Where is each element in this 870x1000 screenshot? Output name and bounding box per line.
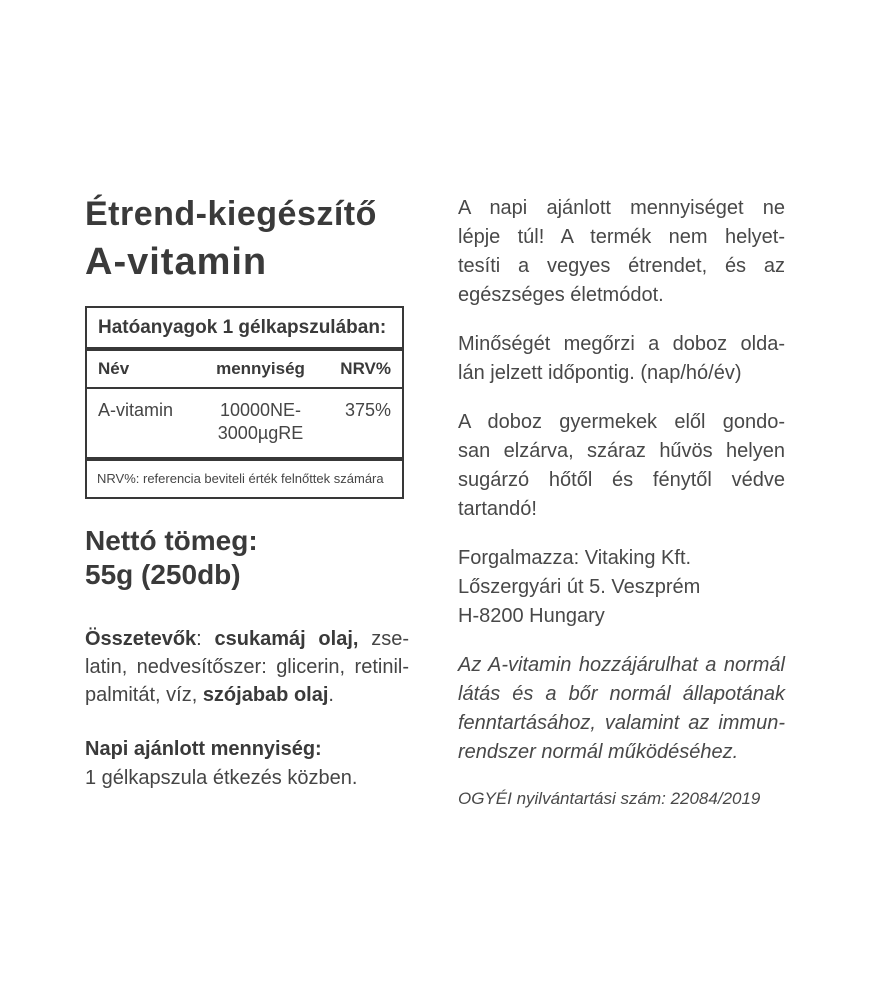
amount-line-1: 10000NE- (219, 400, 302, 420)
ingredient-text: . (328, 684, 334, 706)
ingredient-text: zse- (358, 628, 409, 650)
dosage-heading: Napi ajánlott mennyiség: (85, 738, 322, 760)
ingredient-text: latin, nedvesítőszer: glicerin, retinil- (85, 656, 409, 678)
text-line: egészséges életmódot. (458, 284, 664, 306)
text-line: lán jelzett időpontig. (nap/hó/év) (458, 362, 742, 384)
text-line: OGYÉI nyilvántartási szám: 22084/2019 (458, 789, 761, 808)
text-line: sugárzó hőtől és fénytől védve (458, 469, 785, 491)
product-title-block (85, 193, 415, 285)
column-header-amount: mennyiség (216, 359, 305, 378)
product-name: A-vitamin (85, 241, 268, 283)
ingredient-text: : (196, 628, 215, 650)
product-category: Étrend-kiegészítő (85, 195, 377, 233)
table-footnote: NRV%: referencia beviteli érték felnőttek számára (97, 471, 384, 486)
text-line: tartandó! (458, 498, 537, 520)
table-header-row (87, 351, 402, 389)
text-line: H-8200 Hungary (458, 605, 605, 627)
left-column (85, 193, 415, 793)
table-row (87, 389, 402, 461)
ingredient-name: A-vitamin (98, 400, 174, 420)
dosage-section (85, 735, 415, 793)
text-line: Az A-vitamin hozzájárulhat a normál (458, 654, 785, 676)
ingredient-emphasis: csukamáj olaj, (214, 628, 359, 650)
paragraph-health-claim (458, 651, 785, 767)
ingredient-emphasis: szójabab olaj (202, 684, 329, 706)
ingredient-amount (202, 399, 319, 445)
active-ingredients-table (85, 306, 404, 499)
text-line: rendszer normál működéséhez. (458, 741, 739, 763)
text-line: látás és a bőr normál állapotának (458, 683, 785, 705)
net-weight-value: 55g (250db) (85, 559, 241, 590)
text-line: tesíti a vegyes étrendet, és az (458, 255, 785, 277)
text-line: Minőségét megőrzi a doboz olda- (458, 333, 785, 355)
amount-line-2: 3000µgRE (217, 423, 304, 443)
net-weight-block (85, 524, 415, 592)
net-weight-label: Nettó tömeg: (85, 525, 258, 556)
paragraph-registration-number (458, 787, 785, 811)
right-column (458, 194, 785, 831)
text-line: A napi ajánlott mennyiséget ne (458, 197, 785, 219)
paragraph-distributor (458, 544, 785, 631)
text-line: san elzárva, száraz hűvös helyen (458, 440, 785, 462)
dosage-text: 1 gélkapszula étkezés közben. (85, 767, 358, 789)
column-header-name: Név (98, 359, 130, 378)
text-line: Forgalmazza: Vitaking Kft. (458, 547, 692, 569)
text-line: A doboz gyermekek elől gondo- (458, 411, 785, 433)
ingredients-line (85, 625, 409, 653)
ingredients-paragraph (85, 625, 409, 709)
paragraph-quality-date (458, 330, 785, 388)
table-title: Hatóanyagok 1 gélkapszulában: (87, 308, 402, 351)
ingredient-emphasis: Összetevők (85, 628, 197, 650)
paragraph-storage (458, 408, 785, 524)
ingredients-line (85, 681, 409, 709)
text-line: fenntartásához, valamint az immun- (458, 712, 785, 734)
ingredient-nrv: 375% (344, 400, 391, 420)
ingredients-line (85, 653, 409, 681)
text-line: Lőszergyári út 5. Veszprém (458, 576, 701, 598)
paragraph-daily-warning (458, 194, 785, 310)
ingredient-text: palmitát, víz, (85, 684, 203, 706)
column-header-nrv: NRV% (340, 359, 391, 378)
text-line: lépje túl! A termék nem helyet- (458, 226, 785, 248)
